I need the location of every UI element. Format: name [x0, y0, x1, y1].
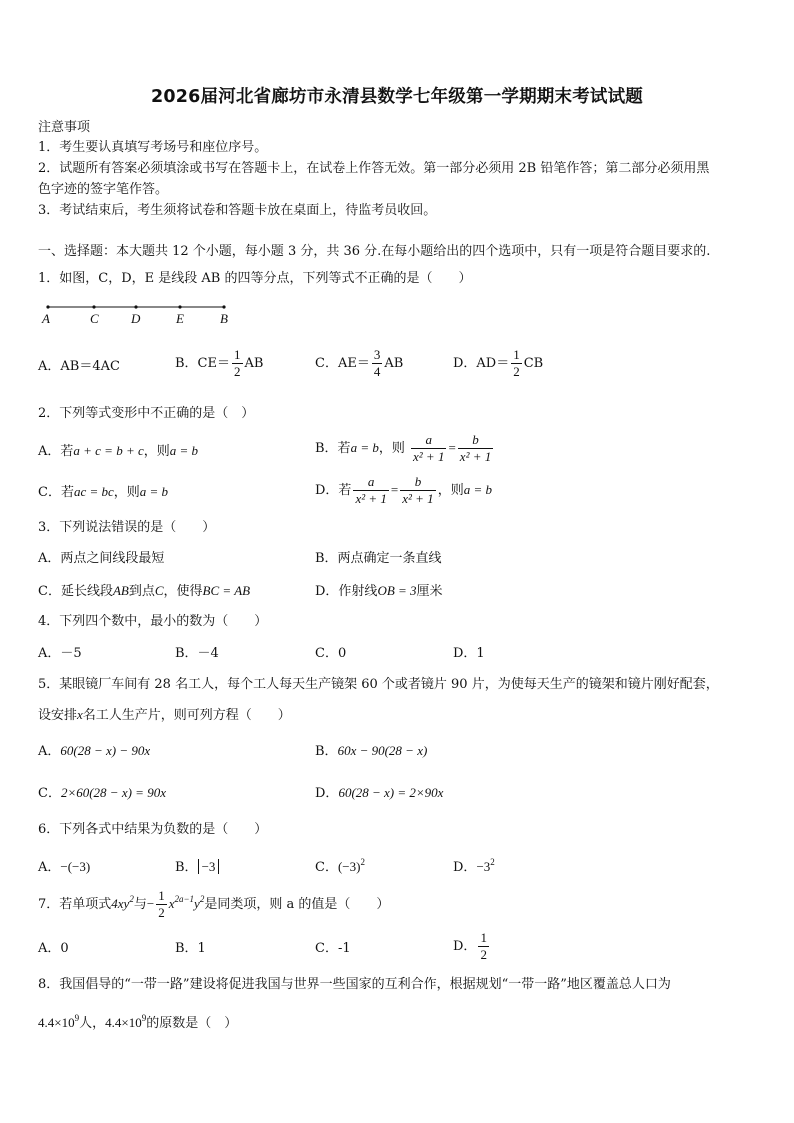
- question-5-stem: 5．某眼镜厂车间有 28 名工人，每个工人每天生产镜架 60 个或者镜片 90 片，为使每天生产的镜架和镜片刚好配套，: [38, 677, 719, 692]
- q7-option-b: B．1: [175, 941, 206, 956]
- q7-option-d: D． $\frac{1}{2}$: [453, 930, 487, 962]
- question-5-stem-cont: 设安排x名工人生产片，则可列方程（ ）: [38, 707, 291, 723]
- page-title: 2026届河北省廊坊市永清县数学七年级第一学期期末考试试题: [150, 87, 643, 107]
- point-label: D: [131, 311, 141, 326]
- question-4-stem: 4．下列四个数中，最小的数为（ ）: [38, 614, 268, 629]
- q1-option-b: B．CE＝ $\frac{1}{2}$ AB: [175, 347, 264, 379]
- q3-option-b: B．两点确定一条直线: [315, 551, 442, 566]
- q2-option-d: D．若 $\frac{a}{\text{x² + 1}}$ = $\frac{b}{\text{x² + 1}}$ ，则a = b: [315, 474, 492, 506]
- question-8-stem-cont: $4.4\times 10^9$人，$4.4\times 10^9$的原数是（ ）: [38, 1013, 238, 1031]
- question-2-stem: 2．下列等式变形中不正确的是（ ）: [38, 406, 255, 421]
- q6-option-d: D．$-3^2$: [453, 857, 495, 875]
- notice-item: 3．考试结束后，考生须将试卷和答题卡放在桌面上，待监考员收回。: [38, 203, 437, 218]
- section-heading: 一、选择题：本大题共 12 个小题，每小题 3 分，共 36 分.在每小题给出的四个选项中，只有一项是符合题目要求的.: [38, 244, 711, 259]
- q3-option-d: D．作射线OB = 3厘米: [315, 583, 443, 599]
- question-6-stem: 6．下列各式中结果为负数的是（ ）: [38, 822, 268, 837]
- notice-item: 色字迹的签字笔作答。: [38, 182, 169, 197]
- q5-option-b: B．60x − 90(28 − x): [315, 743, 428, 759]
- q5-option-a: A．60(28 − x) − 90x: [38, 743, 151, 759]
- q4-option-b: B．－4: [175, 646, 219, 661]
- q3-option-a: A．两点之间线段最短: [38, 551, 165, 566]
- question-7-stem: 7．若单项式$4xy^2$与− $\frac{1}{2}$ $x^{2a-1}y^2$是同类项，则 a 的值是（ ）: [38, 888, 390, 920]
- point-label: B: [220, 311, 228, 326]
- point-label: E: [176, 311, 184, 326]
- segment-figure: [38, 296, 238, 330]
- notice-item: 2．试题所有答案必须填涂或书写在答题卡上，在试卷上作答无效。第一部分必须用 2B 铅笔作答；第二部分必须用黑: [38, 161, 710, 176]
- q6-option-b: B． −3: [175, 858, 219, 877]
- q2-option-c: C．若ac = bc，则a = b: [38, 484, 169, 500]
- q1-option-d: D．AD＝ $\frac{1}{2}$ CB: [453, 347, 544, 379]
- point-label: A: [42, 311, 50, 326]
- point-label: C: [90, 311, 99, 326]
- q5-option-c: C．2×60(28 − x) = 90x: [38, 785, 166, 801]
- q1-option-a: A．AB＝4AC: [38, 359, 120, 374]
- q4-option-d: D．1: [453, 646, 485, 661]
- q1-option-c: C．AE＝ $\frac{3}{4}$ AB: [315, 347, 404, 379]
- notice-item: 1．考生要认真填写考场号和座位序号。: [38, 140, 268, 155]
- q7-option-c: C．-1: [315, 941, 351, 956]
- question-8-stem: 8．我国倡导的“一带一路”建设将促进我国与世界一些国家的互利合作，根据规划“一带一路”地区覆盖总人口为: [38, 977, 671, 992]
- q2-option-b: B．若a = b，则 $\frac{a}{\text{x² + 1}}$ = $\frac{b}{\text{x² + 1}}$: [315, 432, 492, 464]
- question-1-stem: 1．如图，C，D，E 是线段 AB 的四等分点，下列等式不正确的是（ ）: [38, 271, 472, 286]
- q4-option-c: C．0: [315, 646, 347, 661]
- q5-option-d: D．60(28 − x) = 2×90x: [315, 785, 444, 801]
- q2-option-a: A．若a + c = b + c，则a = b: [38, 443, 199, 459]
- q3-option-c: C．延长线段AB到点C，使得BC = AB: [38, 583, 251, 599]
- q6-option-c: C．$(-3)^2$: [315, 857, 365, 875]
- q7-option-a: A．0: [38, 941, 69, 956]
- q4-option-a: A．－5: [38, 646, 82, 661]
- notice-heading: 注意事项: [38, 120, 91, 135]
- question-3-stem: 3．下列说法错误的是（ ）: [38, 520, 216, 535]
- q6-option-a: A．−(−3): [38, 859, 91, 875]
